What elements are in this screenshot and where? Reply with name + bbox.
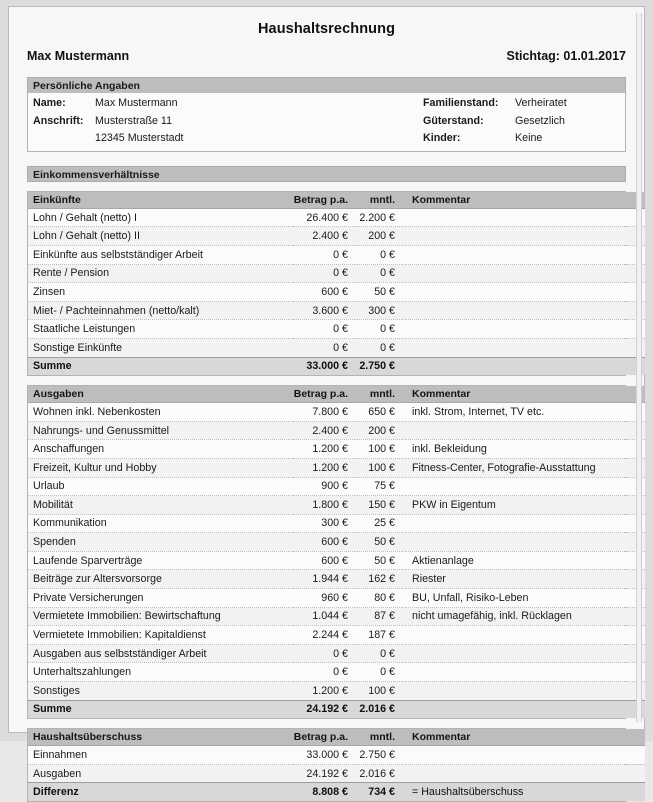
- expenses-table: [28, 386, 645, 718]
- row-monthly: 100 €: [355, 458, 402, 477]
- row-annual: 600 €: [293, 283, 355, 302]
- personal-value: 12345 Musterstadt: [95, 132, 184, 145]
- row-category: Urlaub: [28, 477, 293, 496]
- table-row: [28, 208, 645, 227]
- row-comment: [402, 283, 645, 302]
- table-row: [28, 551, 645, 570]
- row-category: Nahrungs- und Genussmittel: [28, 421, 293, 440]
- row-comment: nicht umagefähig, inkl. Rücklagen: [402, 607, 645, 626]
- row-category: Freizeit, Kultur und Hobby: [28, 458, 293, 477]
- row-comment: [402, 746, 645, 765]
- personal-value: Max Mustermann: [95, 97, 178, 109]
- row-monthly: 75 €: [355, 477, 402, 496]
- expenses-table-wrap: [27, 385, 626, 719]
- column-header-monthly: mntl.: [355, 386, 402, 403]
- owner-name: Max Mustermann: [27, 49, 130, 63]
- table-row: [28, 626, 645, 645]
- row-annual: 3.600 €: [293, 301, 355, 320]
- row-category: Staatliche Leistungen: [28, 320, 293, 339]
- row-category: Ausgaben: [28, 764, 293, 783]
- row-comment: [402, 245, 645, 264]
- row-category: Rente / Pension: [28, 264, 293, 283]
- row-category: Sonstige Einkünfte: [28, 338, 293, 357]
- row-annual: 1.200 €: [293, 682, 355, 701]
- row-comment: [402, 644, 645, 663]
- row-annual: 300 €: [293, 514, 355, 533]
- total-comment: [402, 700, 645, 718]
- personal-left-values: [95, 95, 418, 148]
- surplus-rows: [28, 746, 645, 783]
- table-row: [28, 663, 645, 682]
- difference-comment: = Haushaltsüberschuss: [402, 783, 645, 801]
- income-table: [28, 192, 645, 375]
- row-monthly: 0 €: [355, 644, 402, 663]
- row-comment: inkl. Strom, Internet, TV etc.: [402, 403, 645, 422]
- row-monthly: 50 €: [355, 551, 402, 570]
- row-monthly: 50 €: [355, 533, 402, 552]
- row-comment: [402, 626, 645, 645]
- row-category: Laufende Sparverträge: [28, 551, 293, 570]
- section-header-income: Einkommensverhältnisse: [27, 166, 626, 182]
- row-comment: Riester: [402, 570, 645, 589]
- row-annual: 7.800 €: [293, 403, 355, 422]
- table-row: [28, 245, 645, 264]
- row-comment: [402, 764, 645, 783]
- row-annual: 600 €: [293, 551, 355, 570]
- table-row: [28, 607, 645, 626]
- income-table-wrap: [27, 191, 626, 376]
- table-row: [28, 533, 645, 552]
- table-header-row: [28, 386, 645, 403]
- column-header-monthly: mntl.: [355, 729, 402, 746]
- row-annual: 2.400 €: [293, 227, 355, 246]
- personal-right-column: [418, 95, 625, 148]
- difference-label: Differenz: [28, 783, 293, 801]
- page-title: Haushaltsrechnung: [257, 21, 396, 37]
- row-annual: 0 €: [293, 264, 355, 283]
- row-annual: 33.000 €: [293, 746, 355, 765]
- column-header-annual: Betrag p.a.: [293, 386, 355, 403]
- personal-label: Familienstand:: [423, 97, 499, 109]
- surplus-total-row: [28, 783, 645, 801]
- column-header-comment: Kommentar: [402, 386, 645, 403]
- row-category: Vermietete Immobilien: Kapitaldienst: [28, 626, 293, 645]
- row-monthly: 162 €: [355, 570, 402, 589]
- table-row: [28, 570, 645, 589]
- total-annual: 24.192 €: [293, 700, 355, 718]
- personal-label: [33, 130, 95, 148]
- personal-label: Güterstand:: [423, 114, 484, 127]
- personal-value: Musterstraße 11: [95, 114, 173, 127]
- personal-right-labels: [418, 95, 515, 148]
- row-annual: 24.192 €: [293, 764, 355, 783]
- row-comment: [402, 227, 645, 246]
- table-row: [28, 514, 645, 533]
- row-comment: [402, 477, 645, 496]
- row-monthly: 0 €: [355, 338, 402, 357]
- table-row: [28, 338, 645, 357]
- row-category: Vermietete Immobilien: Bewirtschaftung: [28, 607, 293, 626]
- column-header-annual: Betrag p.a.: [293, 192, 355, 209]
- row-comment: [402, 663, 645, 682]
- income-rows: [28, 208, 645, 357]
- row-comment: Fitness-Center, Fotografie-Ausstattung: [402, 458, 645, 477]
- personal-label: Name:: [33, 97, 66, 109]
- row-comment: inkl. Bekleidung: [402, 440, 645, 459]
- row-monthly: 150 €: [355, 496, 402, 515]
- row-monthly: 187 €: [355, 626, 402, 645]
- row-category: Lohn / Gehalt (netto) II: [28, 227, 293, 246]
- row-monthly: 300 €: [355, 301, 402, 320]
- column-header-monthly: mntl.: [355, 192, 402, 209]
- row-annual: 2.244 €: [293, 626, 355, 645]
- row-annual: 600 €: [293, 533, 355, 552]
- total-comment: [402, 357, 645, 375]
- column-header-category: Haushaltsüberschuss: [28, 729, 293, 746]
- difference-monthly: 734 €: [355, 783, 402, 801]
- table-row: [28, 264, 645, 283]
- personal-left-column: [28, 95, 418, 148]
- row-annual: 900 €: [293, 477, 355, 496]
- table-row: [28, 477, 645, 496]
- table-row: [28, 746, 645, 765]
- row-comment: [402, 301, 645, 320]
- row-monthly: 80 €: [355, 589, 402, 608]
- row-category: Ausgaben aus selbstständiger Arbeit: [28, 644, 293, 663]
- row-monthly: 87 €: [355, 607, 402, 626]
- row-category: Sonstiges: [28, 682, 293, 701]
- row-category: Beiträge zur Altersvorsorge: [28, 570, 293, 589]
- expenses-total-row: [28, 700, 645, 718]
- row-annual: 1.800 €: [293, 496, 355, 515]
- row-category: Mobilität: [28, 496, 293, 515]
- owner-header: [27, 49, 626, 63]
- row-monthly: 2.016 €: [355, 764, 402, 783]
- row-annual: 0 €: [293, 663, 355, 682]
- section-header-personal: Persönliche Angaben: [27, 77, 626, 93]
- row-comment: [402, 682, 645, 701]
- row-monthly: 25 €: [355, 514, 402, 533]
- personal-label: Kinder:: [423, 132, 461, 145]
- row-category: Zinsen: [28, 283, 293, 302]
- personal-right-values: [515, 95, 625, 148]
- table-row: [28, 283, 645, 302]
- row-annual: 0 €: [293, 338, 355, 357]
- table-row: [28, 644, 645, 663]
- row-annual: 0 €: [293, 644, 355, 663]
- personal-left-labels: [28, 95, 95, 148]
- table-header-row: [28, 729, 645, 746]
- row-annual: 2.400 €: [293, 421, 355, 440]
- row-category: Unterhaltszahlungen: [28, 663, 293, 682]
- row-monthly: 2.200 €: [355, 208, 402, 227]
- row-annual: 960 €: [293, 589, 355, 608]
- table-row: [28, 403, 645, 422]
- personal-label: Anschrift:: [33, 114, 84, 127]
- row-category: Wohnen inkl. Nebenkosten: [28, 403, 293, 422]
- row-monthly: 650 €: [355, 403, 402, 422]
- row-comment: PKW in Eigentum: [402, 496, 645, 515]
- row-annual: 26.400 €: [293, 208, 355, 227]
- table-row: [28, 589, 645, 608]
- table-row: [28, 320, 645, 339]
- total-label: Summe: [28, 357, 293, 375]
- personal-value: Gesetzlich: [515, 114, 565, 127]
- column-header-category: Ausgaben: [28, 386, 293, 403]
- row-category: Lohn / Gehalt (netto) I: [28, 208, 293, 227]
- table-row: [28, 682, 645, 701]
- row-category: Kommunikation: [28, 514, 293, 533]
- column-header-category: Einkünfte: [28, 192, 293, 209]
- row-category: Spenden: [28, 533, 293, 552]
- total-monthly: 2.016 €: [355, 700, 402, 718]
- row-annual: 1.200 €: [293, 440, 355, 459]
- row-comment: [402, 208, 645, 227]
- row-monthly: 200 €: [355, 421, 402, 440]
- row-monthly: 2.750 €: [355, 746, 402, 765]
- row-comment: [402, 514, 645, 533]
- table-row: [28, 227, 645, 246]
- row-monthly: 0 €: [355, 320, 402, 339]
- row-monthly: 100 €: [355, 682, 402, 701]
- row-monthly: 0 €: [355, 663, 402, 682]
- surplus-table-wrap: [27, 728, 626, 802]
- table-row: [28, 301, 645, 320]
- row-monthly: 100 €: [355, 440, 402, 459]
- table-row: [28, 421, 645, 440]
- row-monthly: 50 €: [355, 283, 402, 302]
- row-monthly: 0 €: [355, 264, 402, 283]
- total-monthly: 2.750 €: [355, 357, 402, 375]
- table-row: [28, 440, 645, 459]
- total-annual: 33.000 €: [293, 357, 355, 375]
- personal-info-panel: [27, 93, 626, 152]
- personal-value: Keine: [515, 132, 543, 145]
- row-comment: [402, 320, 645, 339]
- document-page: [8, 6, 645, 799]
- row-comment: [402, 264, 645, 283]
- row-comment: [402, 533, 645, 552]
- column-header-comment: Kommentar: [402, 729, 645, 746]
- column-header-comment: Kommentar: [402, 192, 645, 209]
- difference-annual: 8.808 €: [293, 783, 355, 801]
- row-category: Einkünfte aus selbstständiger Arbeit: [28, 245, 293, 264]
- row-comment: [402, 421, 645, 440]
- row-category: Private Versicherungen: [28, 589, 293, 608]
- row-comment: Aktienanlage: [402, 551, 645, 570]
- column-header-annual: Betrag p.a.: [293, 729, 355, 746]
- table-row: [28, 496, 645, 515]
- surplus-table: [28, 729, 645, 801]
- income-total-row: [28, 357, 645, 375]
- row-comment: [402, 338, 645, 357]
- as-of-date: Stichtag: 01.01.2017: [506, 49, 626, 63]
- row-monthly: 200 €: [355, 227, 402, 246]
- total-label: Summe: [28, 700, 293, 718]
- row-annual: 0 €: [293, 320, 355, 339]
- table-row: [28, 764, 645, 783]
- row-annual: 1.944 €: [293, 570, 355, 589]
- table-row: [28, 458, 645, 477]
- row-monthly: 0 €: [355, 245, 402, 264]
- expenses-rows: [28, 403, 645, 701]
- row-annual: 1.200 €: [293, 458, 355, 477]
- personal-value: Verheiratet: [515, 97, 567, 109]
- row-category: Einnahmen: [28, 746, 293, 765]
- row-category: Anschaffungen: [28, 440, 293, 459]
- row-annual: 1.044 €: [293, 607, 355, 626]
- table-header-row: [28, 192, 645, 209]
- row-comment: BU, Unfall, Risiko-Leben: [402, 589, 645, 608]
- row-annual: 0 €: [293, 245, 355, 264]
- page-scroll-rail[interactable]: [636, 13, 642, 722]
- row-category: Miet- / Pachteinnahmen (netto/kalt): [28, 301, 293, 320]
